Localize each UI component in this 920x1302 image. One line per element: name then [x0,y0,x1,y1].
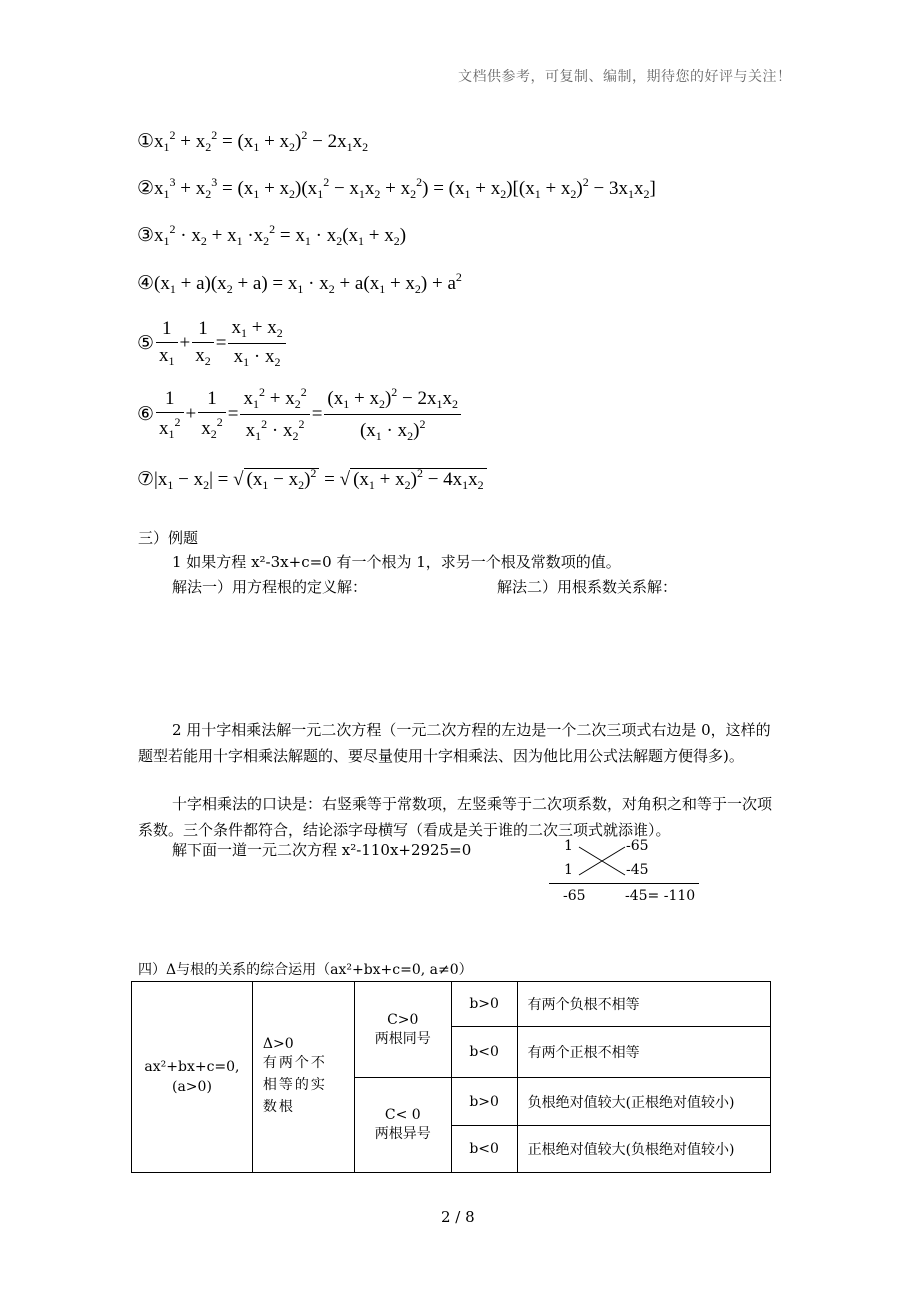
table-result-2: 有两个正根不相等 [517,1027,770,1078]
formula-5: ⑤ $\frac{1}{x_1}$ + $\frac{1}{x_2}$ = $\frac{x_1 + x_2}{x_1 \cdot x_2}$ [137,317,288,370]
header-note: 文档供参考，可复制、编制，期待您的好评与关注！ [458,69,792,85]
formula-4-number: ④ [137,273,155,294]
table-b-negative-1: b<0 [451,1027,517,1078]
table-c-negative-cell [354,1078,451,1173]
formula-3: $③x_1^2 \cdot x_2 + x_1 \cdot x_2^2 = x_1 \cdot x_2(x_1 + x_2)$ [137,222,407,248]
formula-7: $⑦|x_1 - x_2|$ = √ $(x_1 - x_2)^2$ = √ $(x_1 + x_2)^2 - 4x_1x_2$ [137,466,487,493]
example-1-question: 1 如果方程 x²-3x+c=0 有一个根为 1，求另一个根及常数项的值。 [172,553,621,571]
formula-2: $②x_1^3 + x_2^3 = (x_1 + x_2)(x_1^2 - x_1x_2 + x_2^2) = (x_1 + x_2)[(x_1 + x_2)^2 - 3x_1x_2]$ [137,175,656,201]
cross-sum-left: -65 [563,888,586,904]
formula-3-number: ③ [137,225,155,246]
table-equation-cell [132,982,253,1173]
table-delta-cell [252,982,354,1173]
table-delta-desc: 有两个不相等的实数根 [262,1055,327,1115]
table-c-positive: C>0 [387,1011,419,1028]
table-c-positive-desc: 两根同号 [374,1030,431,1047]
table-delta: Δ>0 [262,1036,294,1052]
cross-top-left: 1 [564,838,573,854]
formula-7-number: ⑦ [137,469,155,490]
table-c-negative: C< 0 [384,1107,421,1123]
cross-lines [575,843,630,879]
section-3-title: 三）例题 [138,529,199,547]
cross-bottom-right: -45 [626,862,649,878]
cross-sum-right: -45= -110 [625,888,696,904]
cross-top-right: -65 [626,838,649,854]
formula-2-number: ② [137,178,155,199]
page-number: 2 / 8 [441,1208,475,1226]
formula-5-number: ⑤ [137,333,155,354]
formula-6: ⑥ $\frac{1}{x_1^2}$ + $\frac{1}{x_2^2}$ = $\frac{x_1^2 + x_2^2}{x_1^2 \cdot x_2^2}$ = $\frac{(x_1 + x_2)^2 - 2x_1x_2}{(x_1 \cdot x_2)^2}$ [137,385,463,444]
table-b-negative-2: b<0 [451,1126,517,1173]
formula-1-number: ① [137,131,155,152]
table-c-negative-desc: 两根异号 [374,1126,431,1142]
formula-4: $④(x_1 + a)(x_2 + a) = x_1 \cdot x_2 + a(x_1 + x_2) + a^2$ [137,270,462,296]
table-condition: (a>0) [172,1079,212,1095]
delta-root-table [131,981,771,1173]
table-equation: ax²+bx+c=0, [144,1059,240,1075]
example-2-paragraph-1: 2 用十字相乘法解一元二次方程（一元二次方程的左边是一个二次三项式右边是 0，这样的题型若能用十字相乘法解题的、要尽量使用十字相乘法、因为他比用公式法解题方便得多)。 [138,721,771,765]
formula-6-number: ⑥ [137,404,155,425]
example-2-paragraph-2: 十字相乘法的口诀是：右竖乘等于常数项，左竖乘等于二次项系数，对角积之和等于一次项系数。三个条件都符合，结论添字母横写（看成是关于谁的二次三项式就添谁）。 [138,795,773,839]
table-c-positive-cell [354,982,451,1078]
example-1-method-2: 解法二）用根系数关系解： [497,578,678,596]
table-result-4: 正根绝对值较大(负根绝对值较小) [517,1126,770,1173]
table-b-positive-1: b>0 [451,982,517,1027]
example-2-equation: 解下面一道一元二次方程 x²-110x+2925=0 [172,841,472,859]
table-result-3: 负根绝对值较大(正根绝对值较小) [517,1078,770,1126]
table-b-positive-2: b>0 [451,1078,517,1126]
section-4-title: 四）Δ与根的关系的综合运用（ax²+bx+c=0, a≠0） [138,962,473,978]
cross-sum-line [549,883,699,884]
cross-bottom-left: 1 [564,862,573,878]
table-result-1: 有两个负根不相等 [517,982,770,1027]
example-1-method-1: 解法一）用方程根的定义解： [172,578,368,596]
formula-1: $①x_1^2 + x_2^2 = (x_1 + x_2)^2 - 2x_1x_2$ [137,128,369,154]
